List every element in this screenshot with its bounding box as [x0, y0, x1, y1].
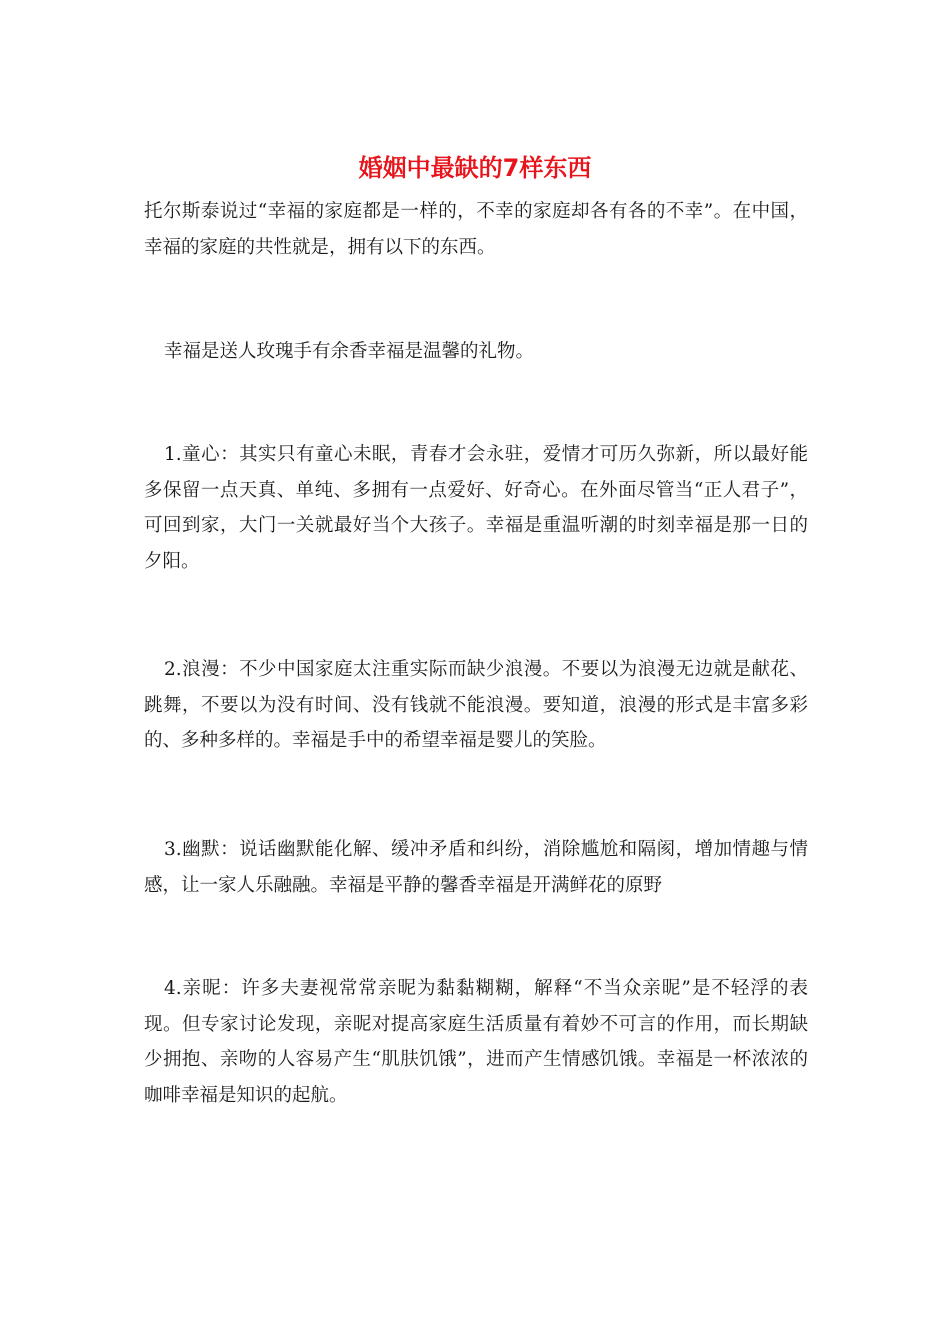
item-paragraph-intimacy: 4.亲昵：许多夫妻视常常亲昵为黏黏糊糊，解释“不当众亲昵”是不轻浮的表现。但专家讨论发现，亲昵对提高家庭生活质量有着妙不可言的作用，而长期缺少拥抱、亲吻的人容易产生“肌肤饥饿”，进而产生情感饥饿。幸福是一杯浓浓的咖啡幸福是知识的起航。 — [144, 978, 808, 1106]
item-paragraph-romance: 2.浪漫：不少中国家庭太注重实际而缺少浪漫。不要以为浪漫无边就是献花、跳舞，不要以为没有时间、没有钱就不能浪漫。要知道，浪漫的形式是丰富多彩的、多种多样的。幸福是手中的希望幸福是婴儿的笑脸。 — [144, 659, 808, 751]
document-title: 婚姻中最缺的7样东西 — [358, 154, 592, 182]
item-paragraph-humor: 3.幽默：说话幽默能化解、缓冲矛盾和纠纷，消除尴尬和隔阂，增加情趣与情感，让一家人乐融融。幸福是平静的馨香幸福是开满鲜花的原野 — [144, 839, 808, 896]
intro-paragraph: 托尔斯泰说过“幸福的家庭都是一样的，不幸的家庭却各有各的不幸”。在中国，幸福的家庭的共性就是，拥有以下的东西。 — [144, 201, 808, 258]
quote-paragraph: 幸福是送人玫瑰手有余香幸福是温馨的礼物。 — [164, 341, 535, 362]
item-paragraph-childlike-heart: 1.童心：其实只有童心未眠，青春才会永驻，爱情才可历久弥新，所以最好能多保留一点天真、单纯、多拥有一点爱好、好奇心。在外面尽管当“正人君子”，可回到家，大门一关就最好当个大孩子。幸福是重温听潮的时刻幸福是那一日的夕阳。 — [144, 444, 808, 572]
